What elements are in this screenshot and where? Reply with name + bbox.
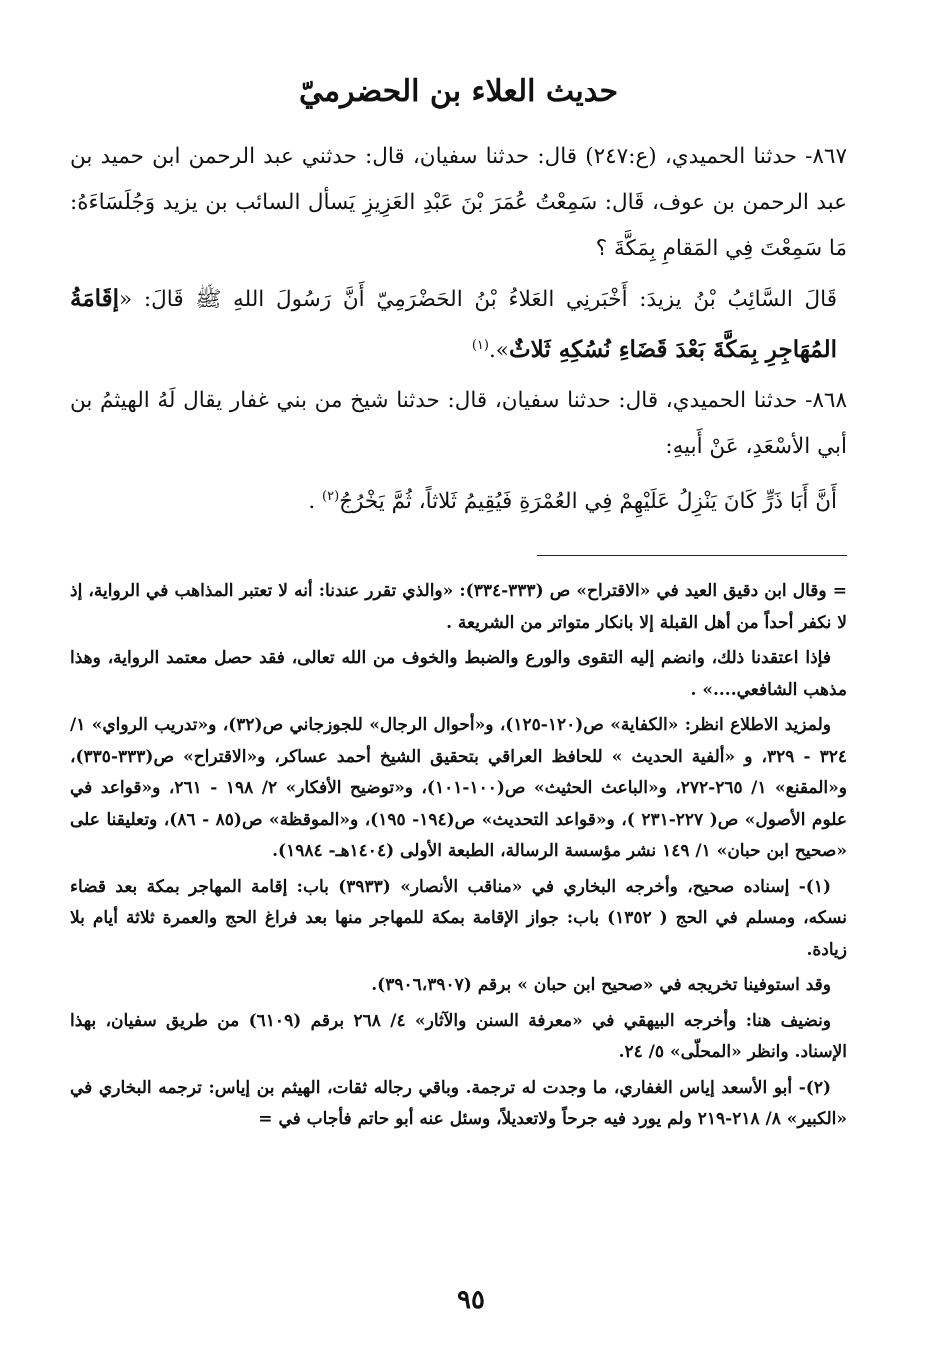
footnote: = وقال ابن دقيق العيد في «الاقتراح» ص (٣٣٣-٣٣٤): «والذي تقرر عندنا: أنه لا تعتبر المذاهب في الرواية، إذ لا نكفر أحداً من أهل القبلة إلا بانكار متواتر من الشريعة . — [70, 581, 847, 633]
hadith-tail: . — [308, 489, 322, 515]
page-title: حديث العلاء بن الحضرميّ — [298, 74, 619, 109]
footnote: (١)- إسناده صحيح، وأخرجه البخاري في «مناقب الأنصار» (٣٩٣٣) باب: إقامة المهاجر بمكة بعد قضاء نسكه، ومسلم في الحج ( ١٣٥٢) باب: جواز الإقامة بمكة للمهاجر منها بعد فراغ الحج والعمرة ثلاثة أيام بلا زيادة. — [70, 876, 847, 960]
hadith-tail: ». — [488, 338, 509, 364]
hadith-bold-text: إقَامَةُ المُهَاجِرِ بِمَكَّةَ بَعْدَ قَضَاءِ نُسُكِهِ ثَلاثٌ — [70, 285, 837, 364]
footnote: ونضيف هنا: وأخرجه البيهقي في «معرفة السنن والآثار» ٤/ ٢٦٨ برقم (٦١٠٩) من طريق سفيان، بهذا الإسناد. وانظر «المحلّى» ٥/ ٢٤. — [70, 1010, 847, 1063]
footnotes — [70, 576, 847, 1136]
footnote-ref: (١) — [471, 338, 489, 353]
footnote: فإذا اعتقدنا ذلك، وانضم إليه التقوى والورع والضبط والخوف من الله تعالى، فقد حصل معتمد الرواية، وهذا مذهب الشافعي....» . — [70, 648, 847, 700]
page-number: ٩٥ — [457, 1285, 485, 1315]
footnote: (٢)- أبو الأسعد إياس الغفاري، ما وجدت له ترجمة. وباقي رجاله ثقات، الهيثم بن إياس: ترجمه البخاري في «الكبير» ٨/ ٢١٨-٢١٩ ولم يورد فيه جرحاً ولاتعديلاً، وسئل عنه أبو حاتم فأجاب في = — [70, 1077, 847, 1130]
hadith-text: قَالَ السَّائِبُ بْنُ يزيدَ: أَخْبَرنِي العَلاءُ بْنُ الحَضْرَمِيّ أَنَّ رَسُولَ اللهِ ﷺ قَالَ: « — [119, 287, 837, 312]
footnote-separator — [537, 555, 847, 556]
separator-wrap — [70, 529, 847, 576]
hadith-text: ٨٦٧- حدثنا الحميدي، (ع:٢٤٧) قال: حدثنا سفيان، قال: حدثني عبد الرحمن ابن حميد بن عبد الرحمن بن عوف، قَال: سَمِعْتُ عُمَرَ بْنَ عَبْدِ العَزِيزِ يَسأل السائب بن يزيد وَجُلَسَاءَهُ: مَا سَمِعْتَ فِي المَقامِ بِمَكَّةَ ؟ — [70, 144, 847, 261]
footnote-ref: (٢) — [322, 489, 340, 505]
hadith-868-matn — [70, 474, 847, 525]
footnote: ولمزيد الاطلاع انظر: «الكفاية» ص(١٢٠-١٢٥)، و«أحوال الرجال» للجوزجاني ص(٣٢)، و«تدريب الرواي» ١/ ٣٢٤ - ٣٢٩، و «ألفية الحديث » للحافظ العراقي بتحقيق الشيخ أحمد عساكر، و«الاقتراح» ص(٣٣٣-٣٣٥)، و«المقنع» ١/ ٢٦٥-٢٧٢، و«الباعث الحثيث» ص(١٠٠-١٠١)، و«توضيح الأفكار» ٢/ ١٩٨ - ٢٦١، و«قواعد في علوم الأصول» ص( ٢٢٧-٢٣١ )، و«قواعد التحديث» ص(١٩٤- ١٩٥)، و«الموقظة» ص(٨٥ - ٨٦)، وتعليقنا على «صحيح ابن حبان» ١/ ١٤٩ نشر مؤسسة الرسالة، الطبعة الأولى (١٤٠٤هـ- ١٩٨٤). — [70, 715, 848, 862]
hadith-text: أَنَّ أَبَا ذَرٍّ كَانَ يَنْزِلُ عَلَيْهِمْ فِي العُمْرَةِ فَيُقِيمُ ثَلاثاً، ثُمَّ يَخْرُجُ — [339, 489, 837, 515]
footnote: وقد استوفينا تخريجه في «صحيح ابن حبان » برقم (٣٩٠٦،٣٩٠٧). — [371, 975, 831, 996]
hadith-text: ٨٦٨- حدثنا الحميدي، قال: حدثنا سفيان، قال: حدثنا شيخ من بني غفار يقال لَهُ الهيثمُ بن أبي الأسْعَدِ، عَنْ أَبيهِ: — [70, 388, 847, 460]
main-text — [70, 134, 847, 525]
hadith-867 — [70, 134, 847, 272]
hadith-868 — [70, 378, 847, 470]
hadith-867-matn — [70, 276, 847, 374]
